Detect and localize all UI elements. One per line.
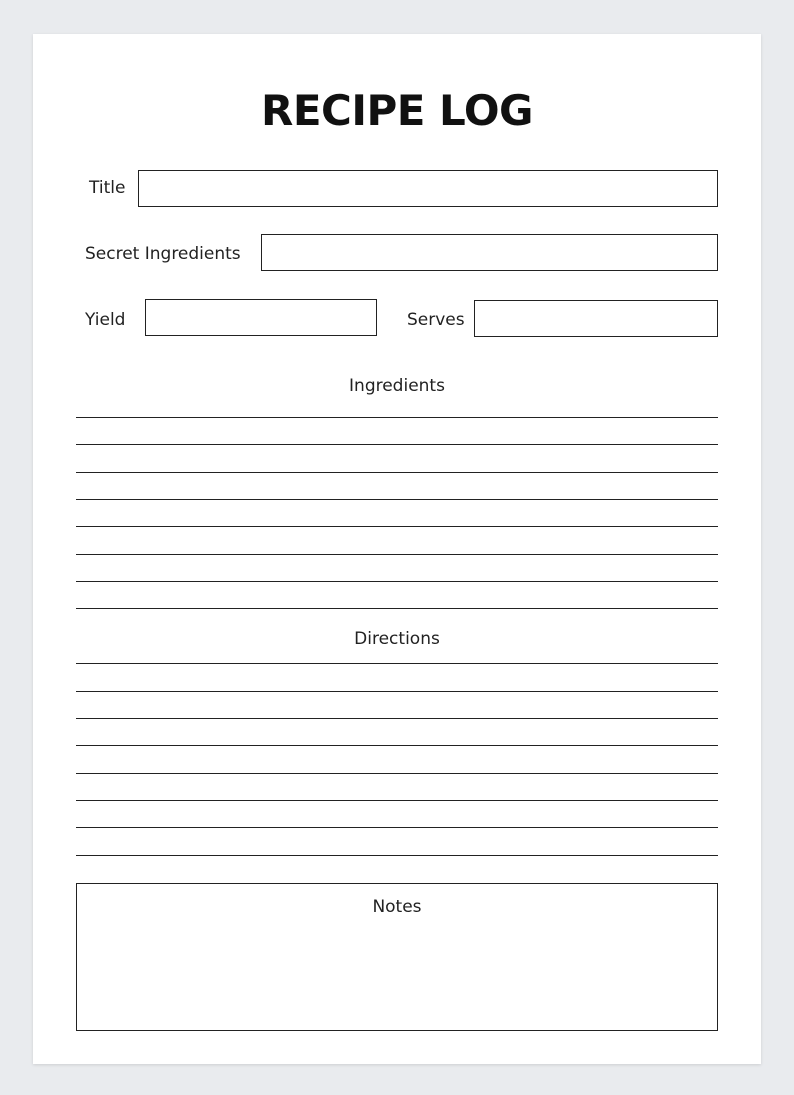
directions-line[interactable]	[76, 745, 718, 746]
serves-field[interactable]	[474, 300, 718, 337]
ingredients-line[interactable]	[76, 417, 718, 418]
title-label: Title	[89, 178, 126, 198]
yield-field[interactable]	[145, 299, 377, 336]
ingredients-line[interactable]	[76, 499, 718, 500]
title-field[interactable]	[138, 170, 718, 207]
directions-line[interactable]	[76, 663, 718, 664]
directions-line[interactable]	[76, 800, 718, 801]
directions-line[interactable]	[76, 827, 718, 828]
ingredients-line[interactable]	[76, 444, 718, 445]
notes-heading: Notes	[372, 897, 422, 917]
secret-ingredients-field[interactable]	[261, 234, 718, 271]
page-title: RECIPE LOG	[260, 86, 534, 135]
ingredients-line[interactable]	[76, 554, 718, 555]
ingredients-line[interactable]	[76, 581, 718, 582]
ingredients-line[interactable]	[76, 526, 718, 527]
ingredients-line[interactable]	[76, 472, 718, 473]
directions-heading: Directions	[354, 629, 440, 649]
secret-ingredients-label: Secret Ingredients	[85, 244, 241, 264]
ingredients-heading: Ingredients	[349, 376, 445, 396]
directions-line[interactable]	[76, 773, 718, 774]
directions-line[interactable]	[76, 691, 718, 692]
directions-line[interactable]	[76, 718, 718, 719]
directions-line[interactable]	[76, 855, 718, 856]
recipe-sheet	[33, 34, 761, 1064]
yield-label: Yield	[85, 310, 126, 330]
notes-box[interactable]	[76, 883, 718, 1031]
ingredients-line[interactable]	[76, 608, 718, 609]
serves-label: Serves	[407, 310, 465, 330]
